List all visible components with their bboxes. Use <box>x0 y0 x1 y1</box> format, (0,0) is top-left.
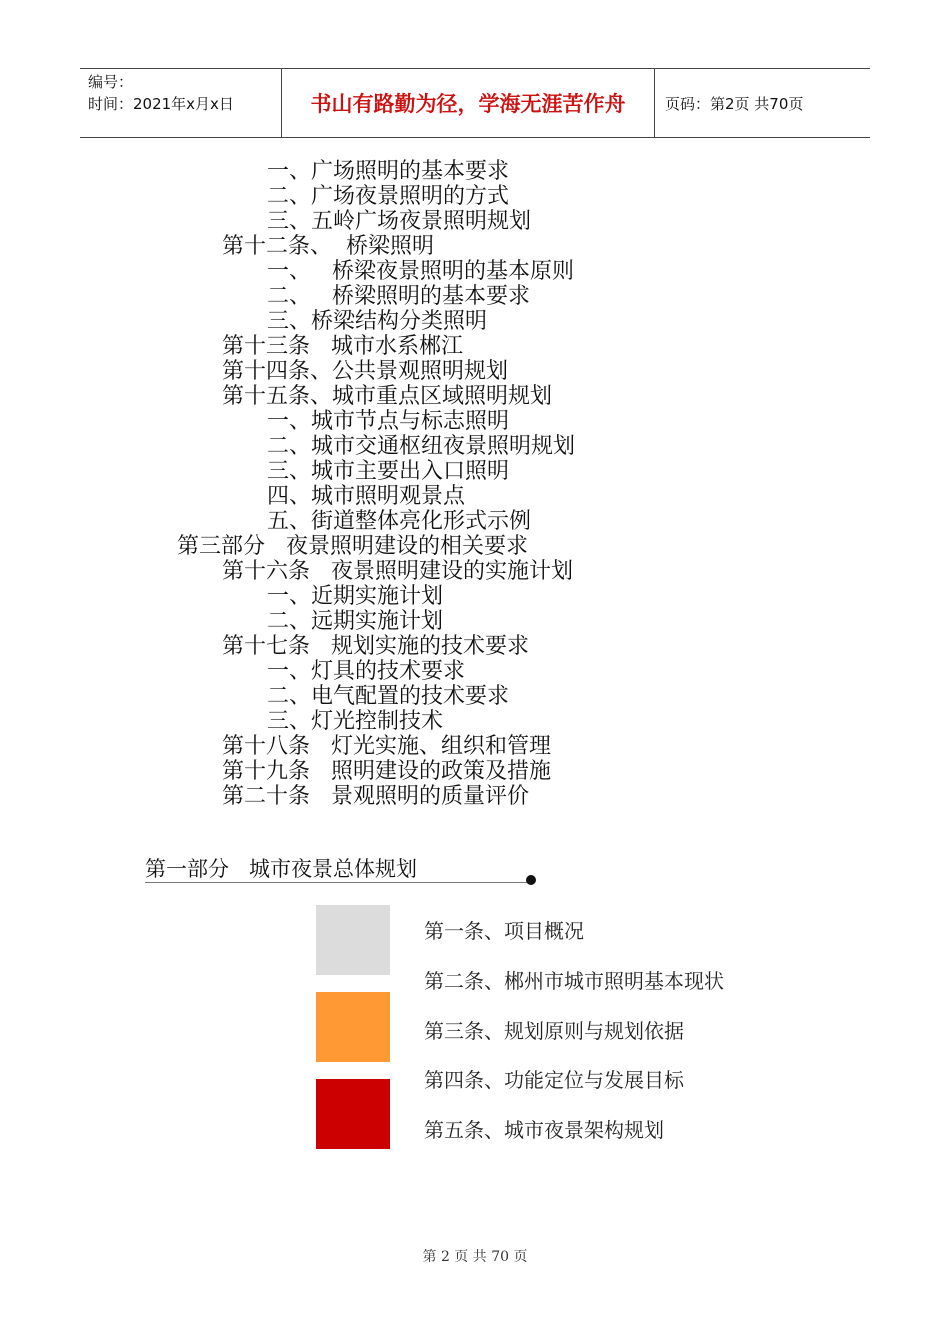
article-item: 第五条、城市夜景架构规划 <box>424 1118 664 1142</box>
bullet-dot-icon <box>526 875 536 885</box>
toc-item: 第十七条 规划实施的技术要求 <box>222 634 529 659</box>
document-date: 时间：2021年x月x日 <box>88 95 234 113</box>
toc-item: 第十六条 夜景照明建设的实施计划 <box>222 559 573 584</box>
page-header <box>80 68 870 138</box>
toc-item: 一、广场照明的基本要求 <box>267 159 510 184</box>
article-item: 第一条、项目概况 <box>424 919 584 943</box>
toc-item: 一、近期实施计划 <box>267 584 444 609</box>
toc-item: 三、五岭广场夜景照明规划 <box>267 209 532 234</box>
article-item: 第三条、规划原则与规划依据 <box>424 1019 684 1043</box>
toc-item: 一、 桥梁夜景照明的基本原则 <box>267 259 574 284</box>
toc-item: 一、城市节点与标志照明 <box>267 409 510 434</box>
toc-item: 二、广场夜景照明的方式 <box>267 184 510 209</box>
red-color-block <box>316 1079 390 1149</box>
toc-item: 三、灯光控制技术 <box>267 709 444 734</box>
toc-item: 第十九条 照明建设的政策及措施 <box>222 759 551 784</box>
page-footer: 第 2 页 共 70 页 <box>422 1249 528 1265</box>
toc-item: 第十八条 灯光实施、组织和管理 <box>222 734 551 759</box>
toc-item: 五、街道整体亮化形式示例 <box>267 509 532 534</box>
orange-color-block <box>316 992 390 1062</box>
toc-item: 第十四条、公共景观照明规划 <box>222 359 509 384</box>
grey-color-block <box>316 905 390 975</box>
document-number-label: 编号： <box>88 73 134 91</box>
toc-item: 第二十条 景观照明的质量评价 <box>222 784 529 809</box>
article-item: 第二条、郴州市城市照明基本现状 <box>424 969 724 993</box>
toc-item: 三、桥梁结构分类照明 <box>267 309 488 334</box>
part-one-heading: 第一部分 城市夜景总体规划 <box>145 856 530 883</box>
toc-item: 二、城市交通枢纽夜景照明规划 <box>267 434 576 459</box>
toc-item: 二、 桥梁照明的基本要求 <box>267 284 530 309</box>
article-item: 第四条、功能定位与发展目标 <box>424 1068 684 1092</box>
toc-item: 二、电气配置的技术要求 <box>267 684 510 709</box>
toc-item: 第十五条、城市重点区域照明规划 <box>222 384 553 409</box>
header-page-info: 页码：第2页 共70页 <box>665 94 804 113</box>
header-meta <box>80 69 282 137</box>
toc-item: 第三部分 夜景照明建设的相关要求 <box>177 534 528 559</box>
toc-item: 二、远期实施计划 <box>267 609 444 634</box>
toc-item: 第十三条 城市水系郴江 <box>222 334 463 359</box>
toc-item: 一、灯具的技术要求 <box>267 659 466 684</box>
toc-item: 四、城市照明观景点 <box>267 484 466 509</box>
toc-item: 第十二条、 桥梁照明 <box>222 234 434 259</box>
toc-item: 三、城市主要出入口照明 <box>267 459 510 484</box>
header-motto: 书山有路勤为径，学海无涯苦作舟 <box>282 69 655 137</box>
